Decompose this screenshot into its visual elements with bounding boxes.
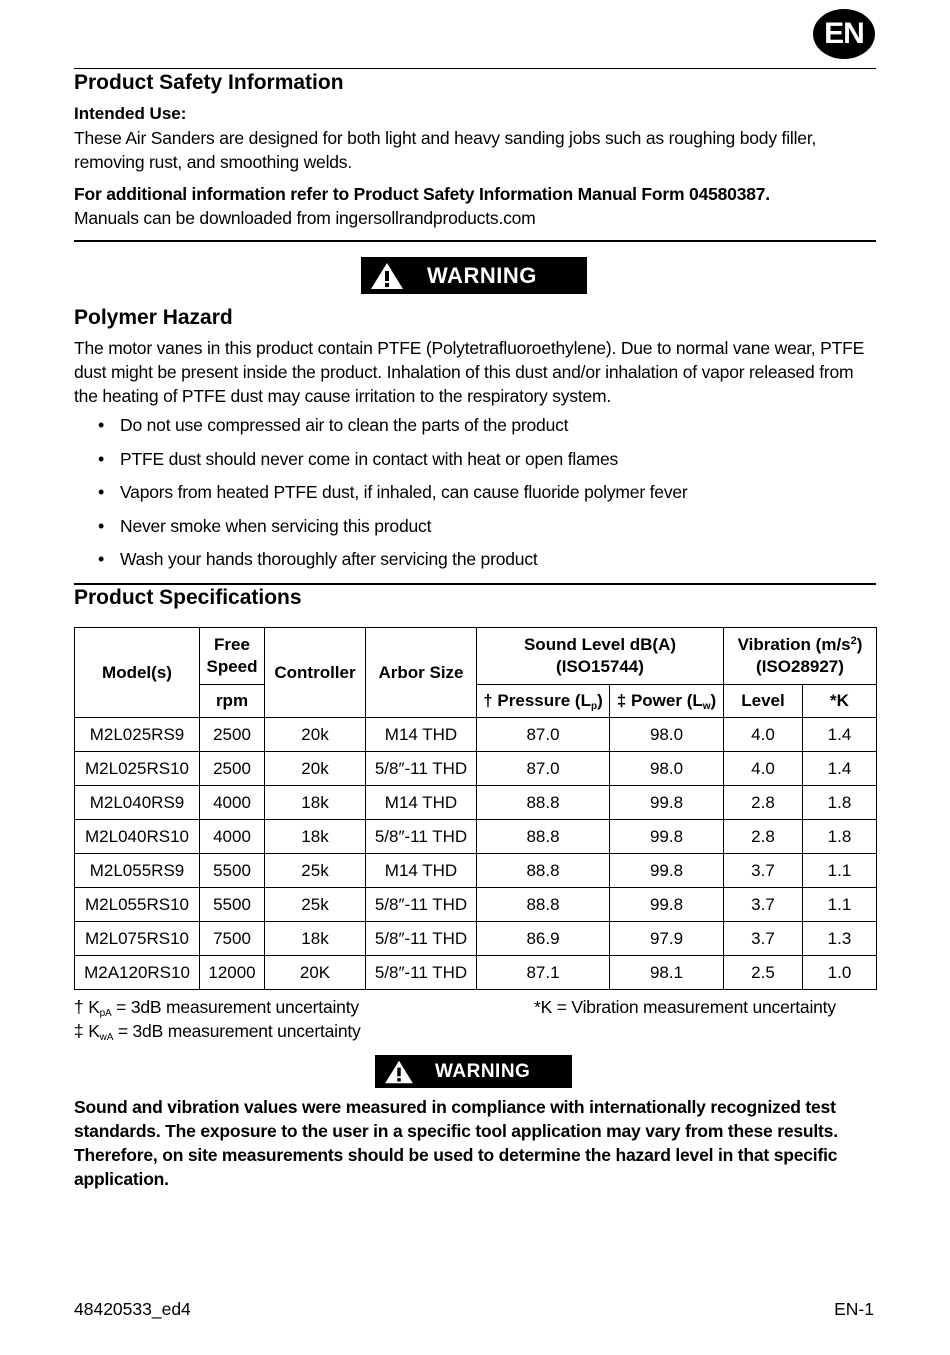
cell-free-speed: 5500 [200,888,265,922]
intended-use-text: These Air Sanders are designed for both light and heavy sanding jobs such as roughing body filler, removing rust, and smoothing welds. [74,128,817,172]
table-row [75,888,877,922]
polymer-bullet-list [74,412,834,580]
page-number: EN-1 [834,1299,874,1319]
warning-label: WARNING [427,262,537,288]
cell-vibration-level: 3.7 [724,854,803,888]
cell-free-speed: 4000 [200,786,265,820]
pressure-close: ) [597,691,603,710]
intended-use-heading: Intended Use: [74,104,187,123]
cell-k-value: 1.1 [803,888,877,922]
cell-controller: 20K [265,956,366,990]
cell-pressure: 87.0 [477,718,610,752]
cell-k-value: 1.3 [803,922,877,956]
kwa-prefix: ‡ K [74,1021,100,1041]
cell-arbor-size: M14 THD [366,854,477,888]
kwa-text: = 3dB measurement uncertainty [113,1021,361,1041]
sound-level-label: Sound Level dB(A) [523,635,677,654]
cell-k-value: 1.8 [803,820,877,854]
cell-model: M2L055RS10 [75,888,200,922]
cell-model: M2L025RS9 [75,718,200,752]
pressure-sub: p [590,701,598,712]
kwa-sub: wA [99,1032,114,1043]
cell-power: 99.8 [610,888,724,922]
vibration-standard: (ISO28927) [756,657,844,676]
kpa-prefix: † K [74,997,100,1017]
cell-k-value: 1.0 [803,956,877,990]
kpa-sub: pA [99,1008,112,1019]
cell-power: 98.1 [610,956,724,990]
header-models: Model(s) [75,628,200,718]
specifications-table-body [75,718,877,990]
cell-pressure: 86.9 [477,922,610,956]
footnote-k: *K = Vibration measurement uncertainty [534,997,836,1017]
download-note: Manuals can be downloaded from ingersollrandproducts.com [74,208,536,228]
power-label: ‡ Power (L [616,691,703,710]
document-number: 48420533_ed4 [74,1299,191,1319]
language-badge: EN [813,9,875,59]
warning-triangle-icon [369,261,405,291]
cell-pressure: 88.8 [477,820,610,854]
header-level: Level [724,685,803,718]
specs-title: Product Specifications [74,586,302,609]
header-power [610,685,724,718]
top-rule [74,68,876,69]
cell-vibration-level: 2.8 [724,786,803,820]
cell-free-speed: 4000 [200,820,265,854]
cell-arbor-size: 5/8″-11 THD [366,922,477,956]
cell-controller: 18k [265,786,366,820]
vibration-sup: 2 [850,635,857,647]
cell-pressure: 87.1 [477,956,610,990]
cell-arbor-size: 5/8″-11 THD [366,820,477,854]
table-row [75,956,877,990]
polymer-title: Polymer Hazard [74,306,233,329]
cell-controller: 20k [265,718,366,752]
cell-controller: 18k [265,820,366,854]
cell-free-speed: 7500 [200,922,265,956]
cell-pressure: 88.8 [477,888,610,922]
cell-pressure: 87.0 [477,752,610,786]
list-item: • Never smoke when servicing this product [74,513,834,547]
list-item: • Do not use compressed air to clean the parts of the product [74,412,834,446]
power-close: ) [710,691,717,710]
warning-triangle-icon [383,1059,415,1085]
cell-model: M2A120RS10 [75,956,200,990]
cell-k-value: 1.4 [803,752,877,786]
cell-vibration-level: 4.0 [724,718,803,752]
safety-title: Product Safety Information [74,71,344,94]
cell-model: M2L055RS9 [75,854,200,888]
cell-model: M2L040RS9 [75,786,200,820]
cell-free-speed: 5500 [200,854,265,888]
table-row [75,786,877,820]
header-vibration [724,628,877,685]
list-item: • Wash your hands thoroughly after servicing the product [74,546,834,580]
sound-warning-text: Sound and vibration values were measured in compliance with internationally recognized test standards. The exposure to the user in a specific tool application may vary from these results. Therefore, on site measurements should be used to determine the hazard level in that specific application. [74,1097,838,1189]
cell-pressure: 88.8 [477,854,610,888]
cell-pressure: 88.8 [477,786,610,820]
cell-power: 98.0 [610,718,724,752]
header-sound-level [477,628,724,685]
cell-vibration-level: 2.5 [724,956,803,990]
kpa-text: = 3dB measurement uncertainty [111,997,359,1017]
header-rpm: rpm [200,685,265,718]
cell-k-value: 1.4 [803,718,877,752]
section-rule-2 [74,583,876,585]
list-item: • Vapors from heated PTFE dust, if inhaled, can cause fluoride polymer fever [74,479,834,513]
cell-free-speed: 12000 [200,956,265,990]
cell-arbor-size: M14 THD [366,718,477,752]
pressure-label: † Pressure (L [483,691,591,710]
cell-k-value: 1.8 [803,786,877,820]
table-row [75,922,877,956]
cell-power: 97.9 [610,922,724,956]
power-sub: w [702,701,711,712]
warning-banner-polymer [361,257,587,294]
cell-model: M2L040RS10 [75,820,200,854]
cell-vibration-level: 3.7 [724,888,803,922]
cell-vibration-level: 4.0 [724,752,803,786]
cell-arbor-size: 5/8″-11 THD [366,888,477,922]
header-controller: Controller [265,628,366,718]
cell-controller: 25k [265,854,366,888]
polymer-text: The motor vanes in this product contain PTFE (Polytetrafluoroethylene). Due to normal vane wear, PTFE dust might be present inside the product. Inhalation of this dust and/or inhalation of vapor released from the heating of PTFE dust may cause irritation to the respiratory system. [74,338,865,406]
vibration-close: ) [856,635,863,654]
section-rule-1 [74,240,876,242]
specifications-table [74,627,877,990]
cell-vibration-level: 3.7 [724,922,803,956]
cell-k-value: 1.1 [803,854,877,888]
cell-model: M2L075RS10 [75,922,200,956]
cell-arbor-size: M14 THD [366,786,477,820]
cell-free-speed: 2500 [200,718,265,752]
cell-arbor-size: 5/8″-11 THD [366,956,477,990]
cell-power: 99.8 [610,820,724,854]
cell-controller: 20k [265,752,366,786]
cell-arbor-size: 5/8″-11 THD [366,752,477,786]
table-row [75,718,877,752]
header-arbor-size: Arbor Size [366,628,477,718]
table-row [75,752,877,786]
table-row [75,854,877,888]
warning-label: WARNING [435,1060,531,1082]
cell-power: 99.8 [610,854,724,888]
cell-vibration-level: 2.8 [724,820,803,854]
cell-model: M2L025RS10 [75,752,200,786]
footnote-kpa [74,997,359,1018]
cell-free-speed: 2500 [200,752,265,786]
list-item: • PTFE dust should never come in contact with heat or open flames [74,446,834,480]
header-k: *K [803,685,877,718]
warning-banner-sound [375,1055,572,1088]
cell-controller: 25k [265,888,366,922]
table-row [75,820,877,854]
footnote-kwa [74,1021,361,1042]
sound-level-standard: (ISO15744) [556,657,644,676]
cell-power: 99.8 [610,786,724,820]
cell-controller: 18k [265,922,366,956]
additional-info: For additional information refer to Product Safety Information Manual Form 04580387. [74,184,770,204]
header-free-speed: Free Speed [200,628,265,685]
cell-power: 98.0 [610,752,724,786]
header-pressure [477,685,610,718]
vibration-label: Vibration (m/s [737,635,851,654]
